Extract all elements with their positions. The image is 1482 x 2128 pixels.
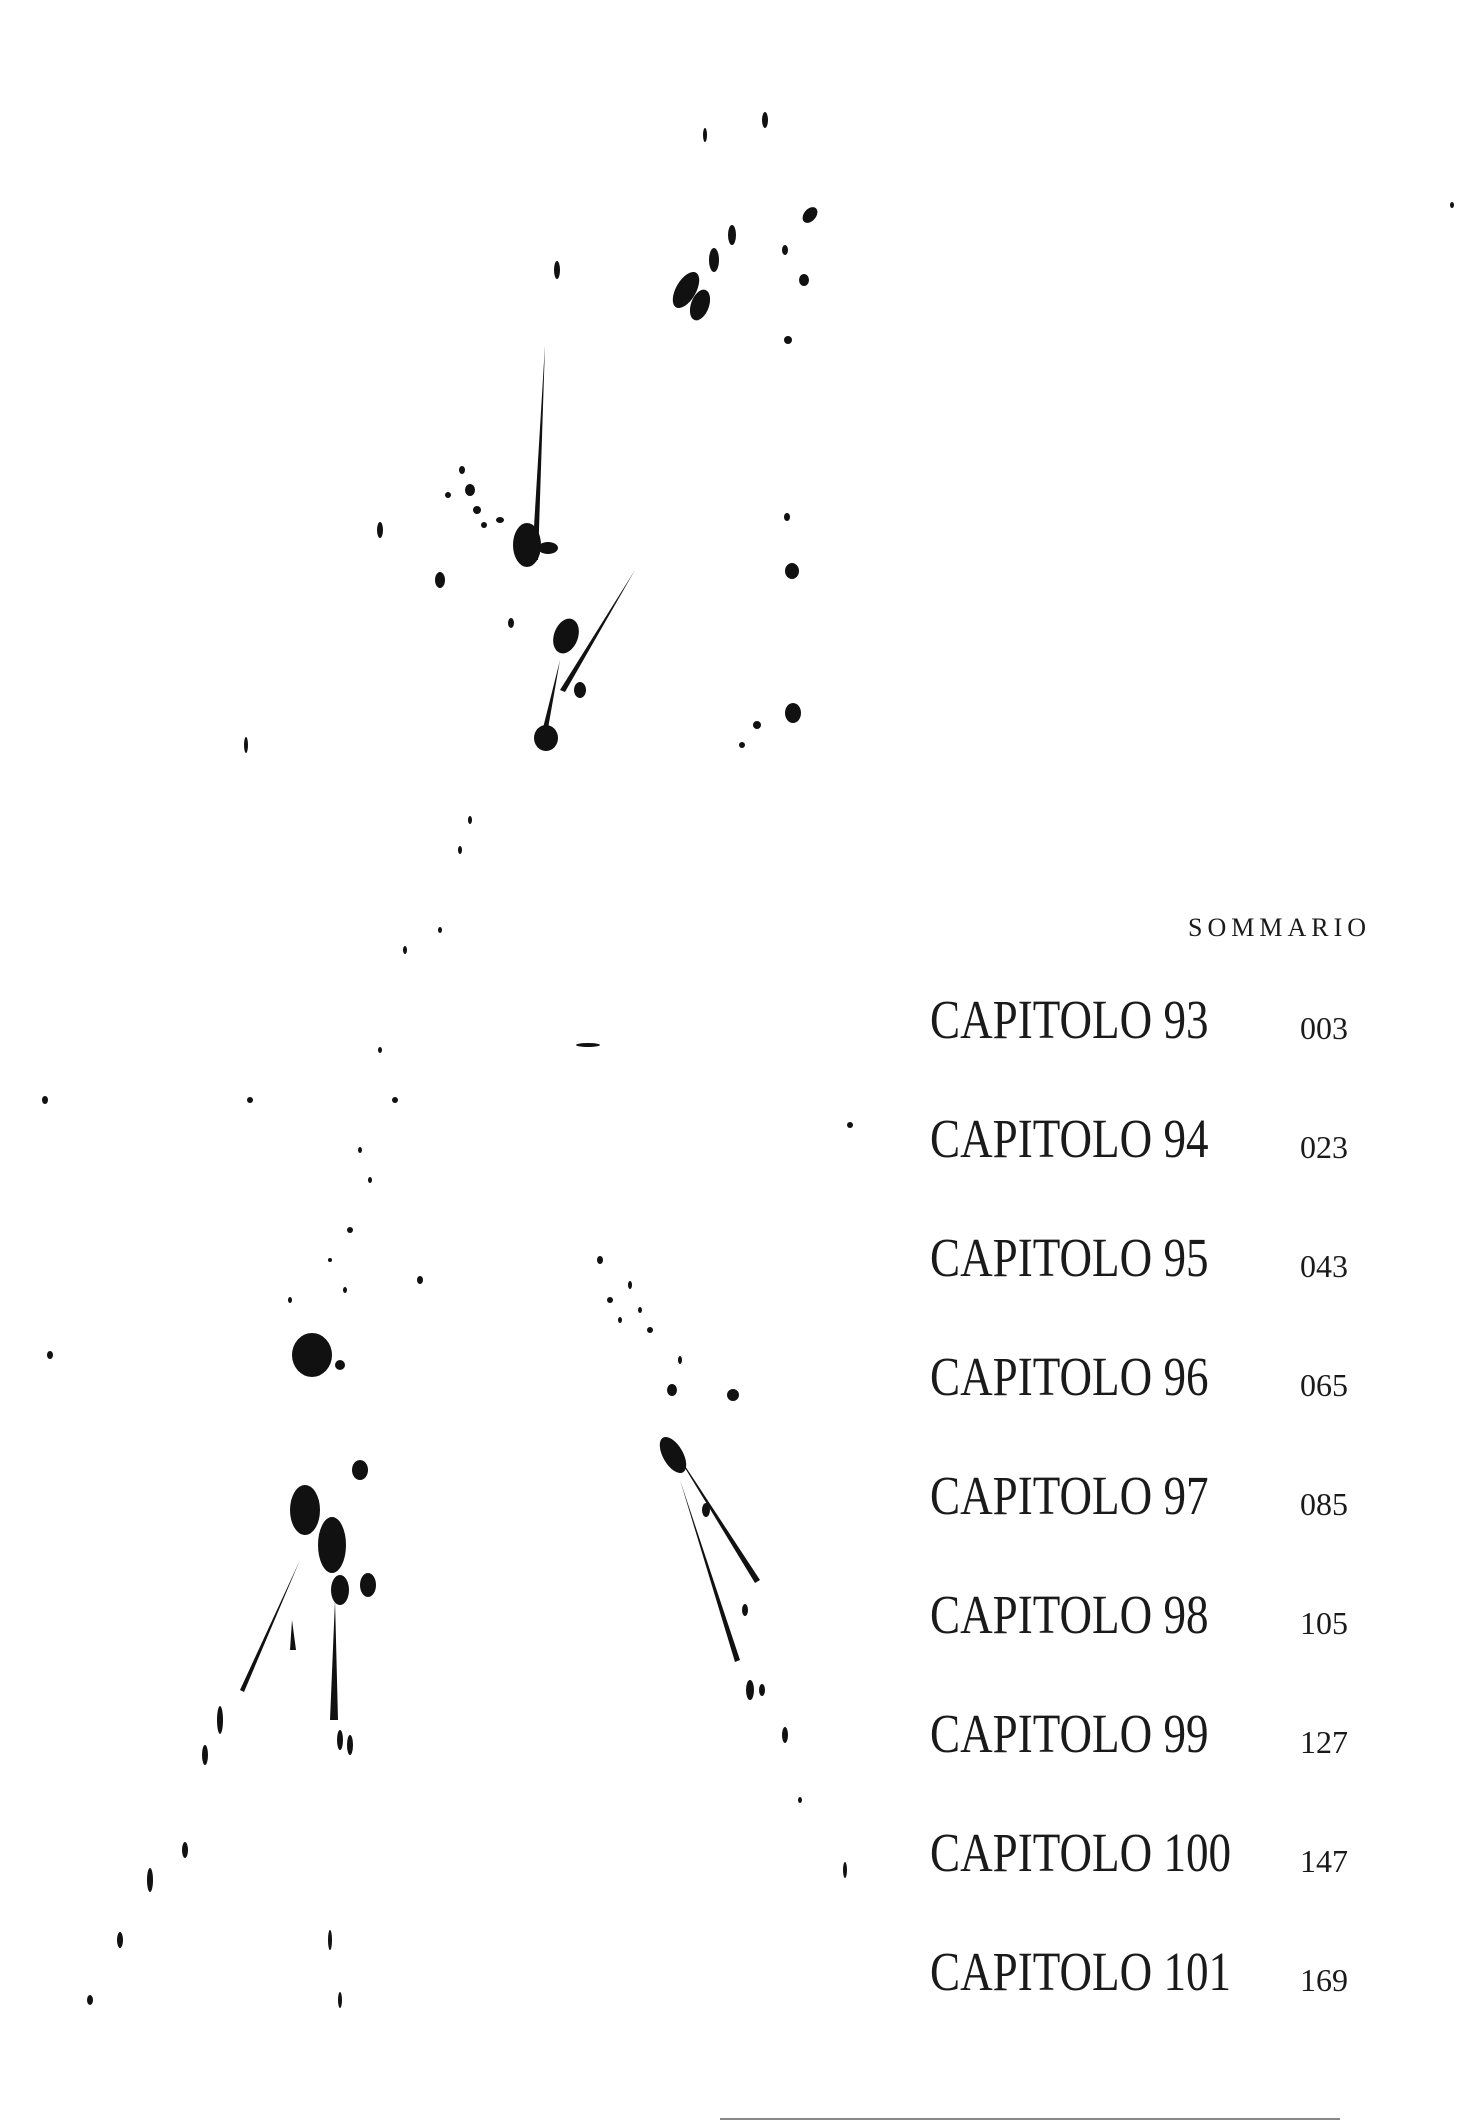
toc-entry-page: 147 — [1300, 1843, 1348, 1879]
toc-entry-title: CAPITOLO 95 — [930, 1227, 1209, 1288]
toc-entry-title: CAPITOLO 100 — [930, 1822, 1232, 1883]
toc-entry-title: CAPITOLO 93 — [930, 989, 1209, 1050]
toc-entry-page: 127 — [1300, 1724, 1348, 1760]
toc-entry[interactable] — [930, 1585, 1370, 1665]
toc-entry-page: 085 — [1300, 1486, 1348, 1522]
toc-entry-title: CAPITOLO 97 — [930, 1465, 1209, 1526]
toc-entry[interactable] — [930, 1347, 1370, 1427]
toc-entry[interactable] — [930, 1704, 1370, 1784]
toc-entry-page: 003 — [1300, 1010, 1348, 1046]
toc-entry-page: 043 — [1300, 1248, 1348, 1284]
toc-entry-title: CAPITOLO 98 — [930, 1584, 1209, 1645]
toc-entry[interactable] — [930, 1109, 1370, 1189]
toc-heading: SOMMARIO — [1188, 913, 1372, 942]
toc-entry-page: 169 — [1300, 1962, 1348, 1998]
toc-entry-page: 023 — [1300, 1129, 1348, 1165]
toc-entry[interactable] — [930, 1466, 1370, 1546]
toc-entry[interactable] — [930, 1228, 1370, 1308]
toc-entry[interactable] — [930, 990, 1370, 1070]
toc-entry-title: CAPITOLO 96 — [930, 1346, 1209, 1407]
toc-entry[interactable] — [930, 1823, 1370, 1903]
bottom-divider — [720, 2118, 1340, 2120]
toc-entry-title: CAPITOLO 101 — [930, 1941, 1232, 2002]
toc-entry-title: CAPITOLO 99 — [930, 1703, 1209, 1764]
toc-entry-page: 105 — [1300, 1605, 1348, 1641]
toc-entry-page: 065 — [1300, 1367, 1348, 1403]
toc-entry[interactable] — [930, 1942, 1370, 2022]
toc-entry-title: CAPITOLO 94 — [930, 1108, 1209, 1169]
